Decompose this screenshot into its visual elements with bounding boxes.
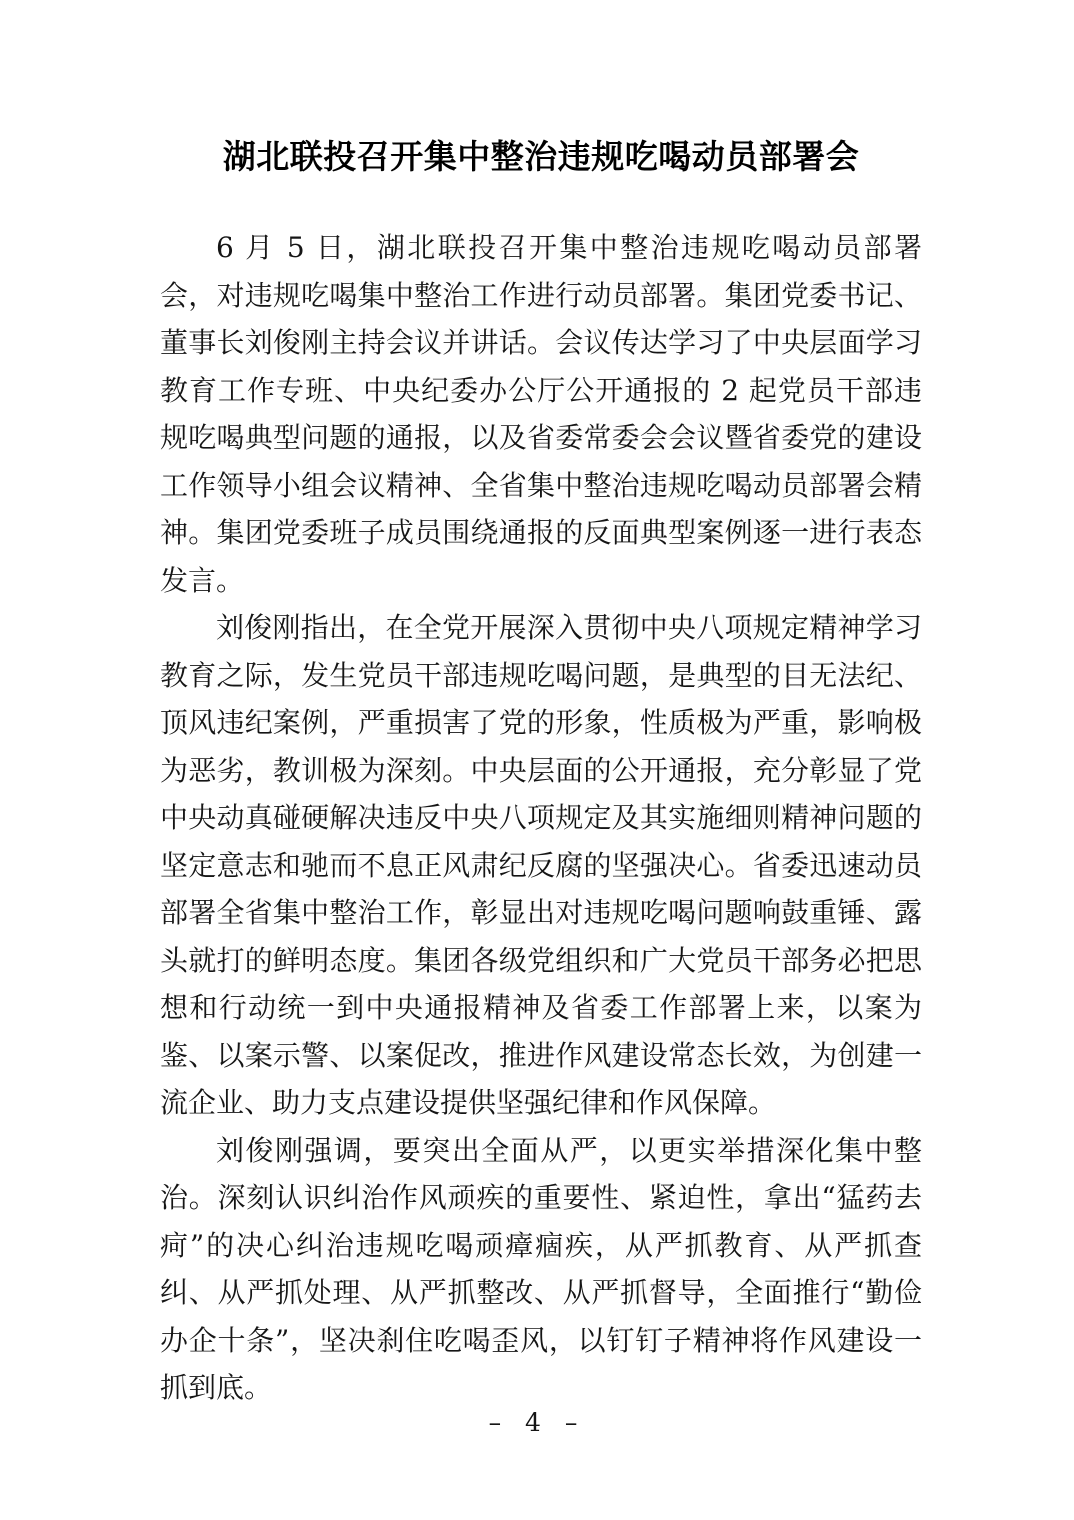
paragraph-2: 刘俊刚指出，在全党开展深入贯彻中央八项规定精神学习教育之际，发生党员干部违规吃喝问题，是典型的目无法纪、顶风违纪案例，严重损害了党的形象，性质极为严重，影响极为恶劣，教训极为深刻。中央层面的公开通报，充分彰显了党中央动真碰硬解决违反中央八项规定及其实施细则精神问题的坚定意志和驰而不息正风肃纪反腐的坚强决心。省委迅速动员部署全省集中整治工作，彰显出对违规吃喝问题响鼓重锤、露头就打的鲜明态度。集团各级党组织和广大党员干部务必把思想和行动统一到中央通报精神及省委工作部署上来，以案为鉴、以案示警、以案促改，推进作风建设常态长效，为创建一流企业、助力支点建设提供坚强纪律和作风保障。 — [160, 611, 922, 1119]
page-number: – 4 – — [488, 1408, 586, 1437]
document-body — [160, 137, 922, 1412]
paragraph-3: 刘俊刚强调，要突出全面从严，以更实举措深化集中整治。深刻认识纠治作风顽疾的重要性、紧迫性，拿出“猛药去疴”的决心纠治违规吃喝顽瘴痼疾，从严抓教育、从严抓查纠、从严抓处理、从严抓整改、从严抓督导，全面推行“勤俭办企十条”，坚决刹住吃喝歪风，以钉钉子精神将作风建设一抓到底。 — [160, 1133, 922, 1404]
document-title: 湖北联投召开集中整治违规吃喝动员部署会 — [222, 137, 860, 176]
paragraph-1: 6 月 5 日，湖北联投召开集中整治违规吃喝动员部署会，对违规吃喝集中整治工作进行动员部署。集团党委书记、董事长刘俊刚主持会议并讲话。会议传达学习了中央层面学习教育工作专班、中央纪委办公厅公开通报的 2 起党员干部违规吃喝典型问题的通报，以及省委常委会会议暨省委党的建设工作领导小组会议精神、全省集中整治违规吃喝动员部署会精神。集团党委班子成员围绕通报的反面典型案例逐一进行表态发言。 — [160, 231, 922, 597]
